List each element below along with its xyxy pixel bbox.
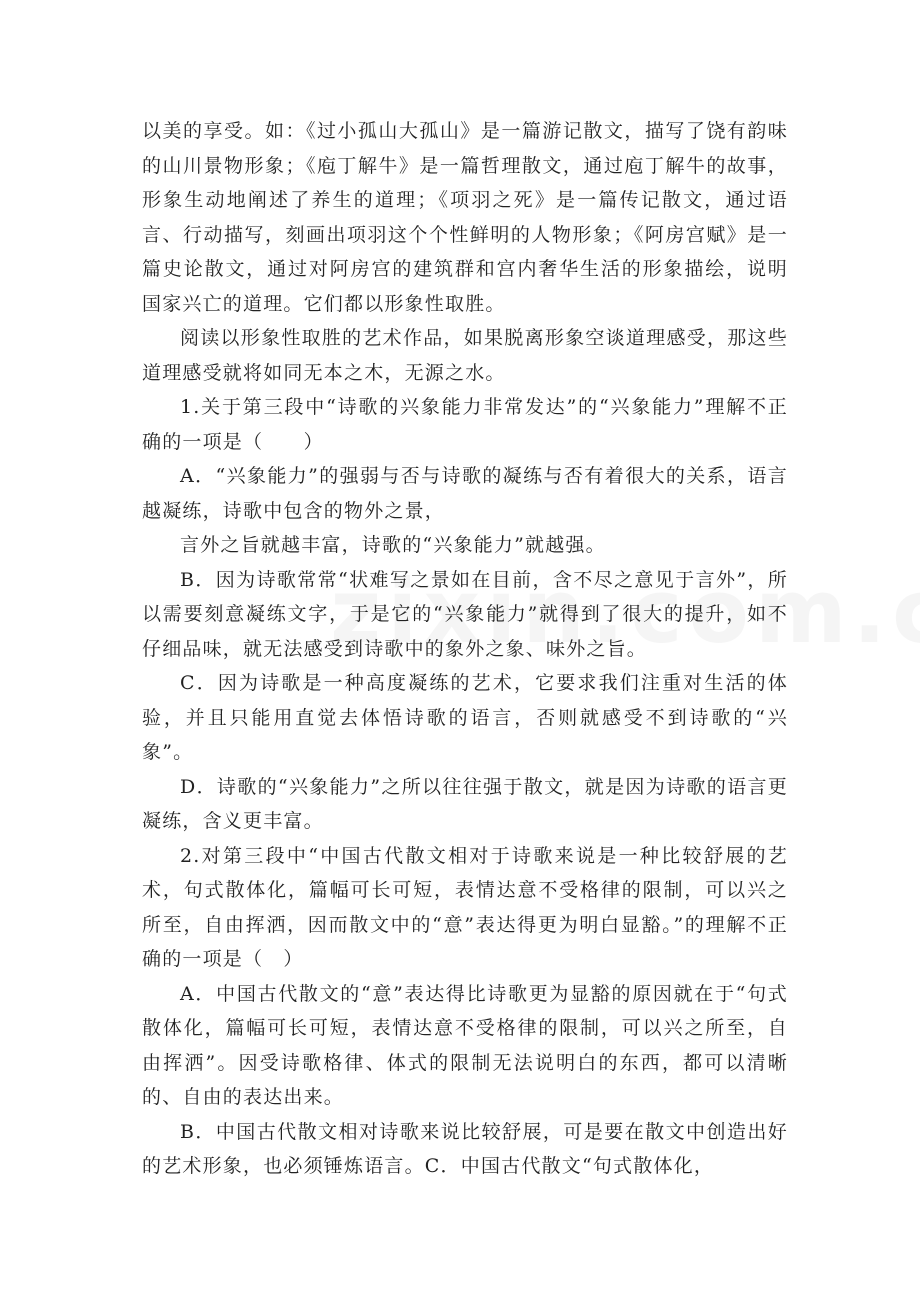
question-1-stem: 1.关于第三段中“诗歌的兴象能力非常发达”的“兴象能力”理解不正确的一项是（ ）: [142, 396, 788, 453]
question-2-option-b: B．中国古代散文相对诗歌来说比较舒展，可是要在散文中创造出好的艺术形象，也必须锤炼语言。C．中国古代散文“句式散体化，: [142, 1120, 788, 1177]
question-1-option-d: D．诗歌的“兴象能力”之所以往往强于散文，就是因为诗歌的语言更凝练，含义更丰富。: [142, 775, 788, 832]
paragraph-conclusion: 阅读以形象性取胜的艺术作品，如果脱离形象空谈道理感受，那这些道理感受就将如同无本之木，无源之水。: [142, 327, 788, 384]
question-1-option-c: C．因为诗歌是一种高度凝练的艺术，它要求我们注重对生活的体验，并且只能用直觉去体悟诗歌的语言，否则就感受不到诗歌的“兴象”。: [142, 672, 788, 763]
question-1-option-a-continuation: 言外之旨就越丰富，诗歌的“兴象能力”就越强。: [180, 534, 606, 556]
paragraph-intro-continuation: 以美的享受。如：《过小孤山大孤山》是一篇游记散文，描写了饶有韵味的山川景物形象；《庖丁解牛》是一篇哲理散文，通过庖丁解牛的故事，形象生动地阐述了养生的道理；《项羽之死》是一篇传记散文，通过语言、行动描写，刻画出项羽这个个性鲜明的人物形象；《阿房宫赋》是一篇史论散文，通过对阿房宫的建筑群和宫内奢华生活的形象描绘，说明国家兴亡的道理。它们都以形象性取胜。: [142, 120, 788, 315]
question-2-option-a: A．中国古代散文的“意”表达得比诗歌更为显豁的原因就在于“句式散体化，篇幅可长可短，表情达意不受格律的限制，可以兴之所至，自由挥洒”。因受诗歌格律、体式的限制无法说明白的东西，都可以清晰的、自由的表达出来。: [142, 982, 788, 1108]
question-1-option-b: B．因为诗歌常常“状难写之景如在目前，含不尽之意见于言外”，所以需要刻意凝练文字，于是它的“兴象能力”就得到了很大的提升，如不仔细品味，就无法感受到诗歌中的象外之象、味外之旨。: [142, 568, 788, 660]
question-1-option-a: A．“兴象能力”的强弱与否与诗歌的凝练与否有着很大的关系，语言越凝练，诗歌中包含的物外之景，: [142, 465, 788, 522]
question-2-stem: 2.对第三段中“中国古代散文相对于诗歌来说是一种比较舒展的艺术，句式散体化，篇幅可长可短，表情达意不受格律的限制，可以兴之所至，自由挥洒，因而散文中的“意”表达得更为明白显豁。”的理解不正确的一项是（ ）: [142, 844, 788, 970]
document-body: [142, 114, 788, 1184]
